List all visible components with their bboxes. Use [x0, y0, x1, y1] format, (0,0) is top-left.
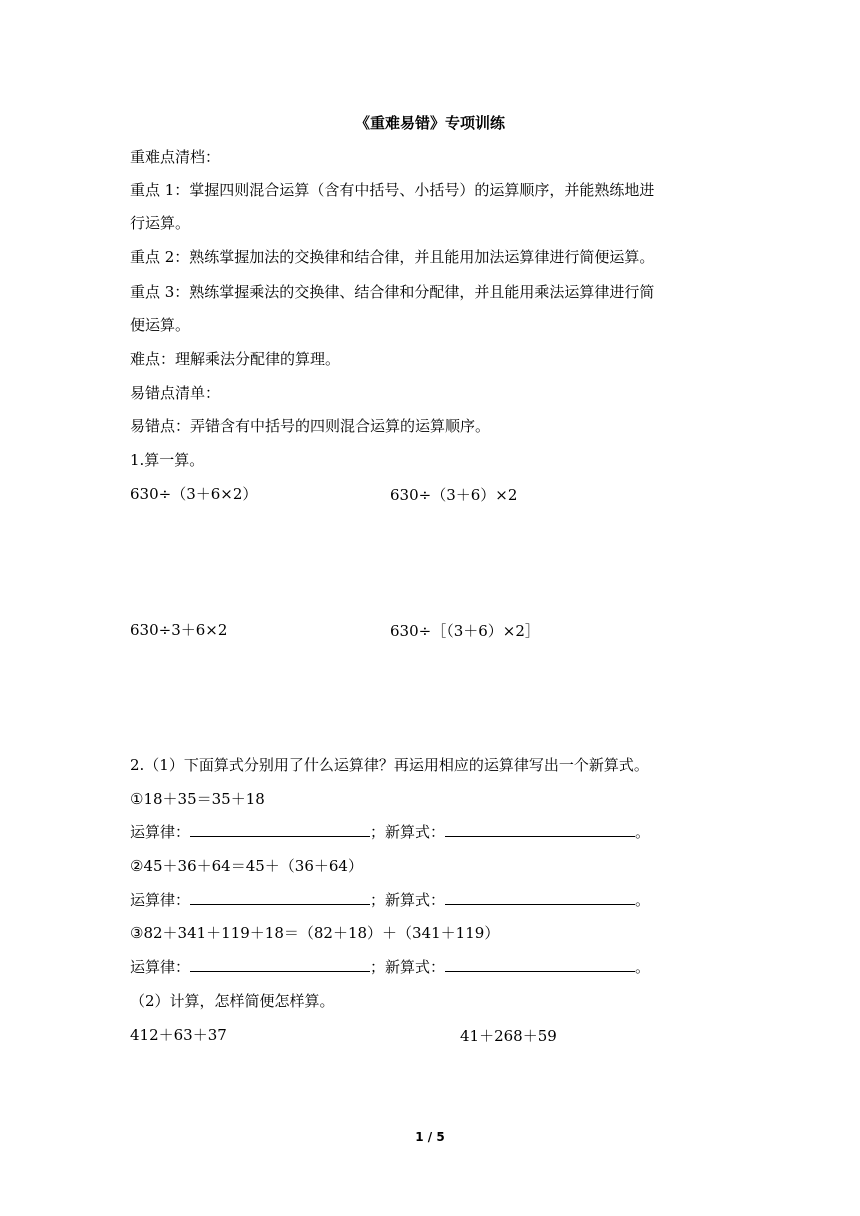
new-formula-label: ；新算式： — [370, 958, 446, 976]
new-formula-label: ；新算式： — [370, 891, 446, 909]
law-label: 运算律： — [130, 823, 191, 841]
new-formula-blank-3[interactable] — [445, 957, 635, 972]
key-point-3-line-2: 便运算。 — [130, 316, 191, 334]
q1-expression-4: 630÷［（3＋6）×2］ — [390, 622, 540, 640]
q2-answer-row-2 — [130, 890, 650, 910]
error-list-header: 易错点清单： — [130, 384, 221, 402]
key-point-1-line-1: 重点 1：掌握四则混合运算（含有中括号、小括号）的运算顺序，并能熟练地进 — [130, 181, 655, 199]
q2-part-2-title: （2）计算，怎样简便怎样算。 — [130, 992, 335, 1010]
q2-formula-1: ①18＋35＝35＋18 — [130, 790, 265, 808]
q2-answer-row-1 — [130, 822, 650, 842]
q1-expression-2: 630÷（3＋6）×2 — [390, 486, 518, 504]
law-answer-blank-3[interactable] — [190, 957, 370, 972]
period: 。 — [635, 823, 651, 841]
key-point-2: 重点 2：熟练掌握加法的交换律和结合律，并且能用加法运算律进行简便运算。 — [130, 248, 655, 266]
key-point-3-line-1: 重点 3：熟练掌握乘法的交换律、结合律和分配律，并且能用乘法运算律进行简 — [130, 283, 655, 301]
q1-expression-3: 630÷3＋6×2 — [130, 621, 228, 639]
q2-calc-2: 41＋268＋59 — [460, 1027, 557, 1045]
q2-formula-2: ②45＋36＋64＝45＋（36＋64） — [130, 857, 363, 875]
key-point-1-line-2: 行运算。 — [130, 214, 191, 232]
page-number: 1 / 5 — [415, 1130, 445, 1144]
law-answer-blank-2[interactable] — [190, 890, 370, 905]
q1-expression-1: 630÷（3＋6×2） — [130, 485, 258, 503]
page-title: 《重难易错》专项训练 — [354, 114, 505, 132]
q2-calc-1: 412＋63＋37 — [130, 1026, 227, 1044]
question-2-title: 2.（1）下面算式分别用了什么运算律？再运用相应的运算律写出一个新算式。 — [130, 756, 649, 774]
law-label: 运算律： — [130, 958, 191, 976]
q2-formula-3: ③82＋341＋119＋18＝（82＋18）＋（341＋119） — [130, 924, 500, 942]
law-label: 运算律： — [130, 891, 191, 909]
question-1-title: 1.算一算。 — [130, 451, 205, 469]
period: 。 — [635, 891, 651, 909]
period: 。 — [635, 958, 651, 976]
q2-answer-row-3 — [130, 957, 650, 977]
new-formula-blank-2[interactable] — [445, 890, 635, 905]
new-formula-blank-1[interactable] — [445, 822, 635, 837]
difficult-point: 难点：理解乘法分配律的算理。 — [130, 350, 341, 368]
new-formula-label: ；新算式： — [370, 823, 446, 841]
section-header-key-points: 重难点清档： — [130, 148, 221, 166]
error-point: 易错点：弄错含有中括号的四则混合运算的运算顺序。 — [130, 417, 491, 435]
law-answer-blank-1[interactable] — [190, 822, 370, 837]
